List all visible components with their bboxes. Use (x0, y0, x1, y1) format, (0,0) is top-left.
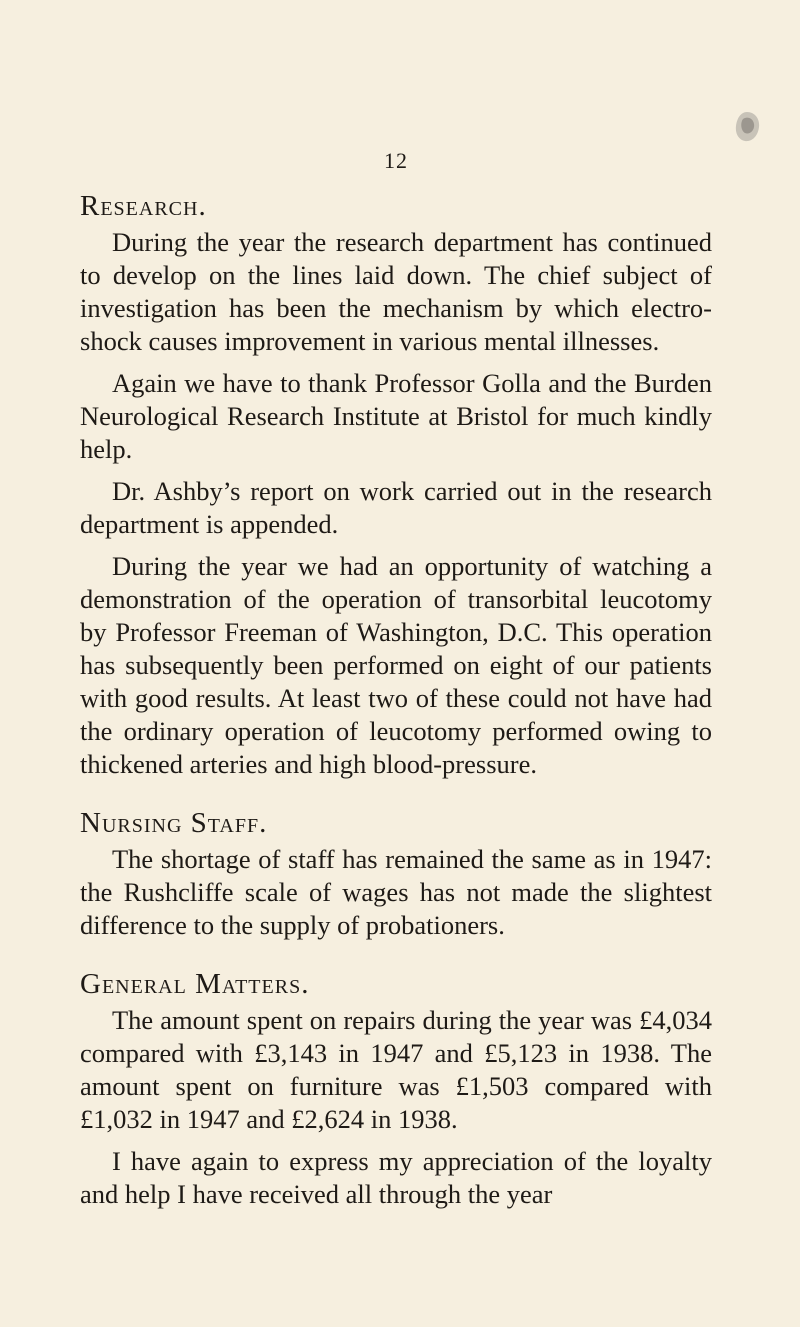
paragraph: The amount spent on repairs during the year was £4,034 compared with £3,143 in 1947 and £5,123 in 1938. The amount spent on furniture was £1,503 compared with £1,032 in 1947 and £2,624 in 1938. (80, 1005, 712, 1134)
paragraph: The shortage of staff has remained the same as in 1947: the Rushcliffe scale of wages has not made the slightest difference to the supply of probationers. (80, 844, 712, 940)
paragraph: I have again to express my appreciation of the loyalty and help I have received all through the year (80, 1146, 712, 1209)
page-number: 12 (384, 148, 408, 173)
section-heading-research: Research. (80, 190, 207, 222)
section-heading-nursing-staff: Nursing Staff. (80, 807, 268, 839)
ink-blot-mark (733, 110, 761, 144)
paragraph: During the year the research department has continued to develop on the lines laid down. The chief subject of investigation has been the mechanism by which electro-shock causes improvement in various mental illnesses. (80, 227, 712, 356)
paragraph: Again we have to thank Professor Golla and the Burden Neurological Research Institute at Bristol for much kindly help. (80, 368, 712, 464)
section-research (80, 186, 712, 781)
section-heading-general-matters: General Matters. (80, 968, 310, 1000)
paragraph: During the year we had an opportunity of watching a demonstration of the operation of transorbital leucotomy by Professor Freeman of Washington, D.C. This operation has subsequently been performed on eight of our patients with good results. At least two of these could not have had the ordinary operation of leucotomy performed owing to thickened arteries and high blood-pressure. (80, 551, 712, 779)
section-nursing-staff (80, 803, 712, 942)
document-body (80, 186, 712, 1220)
section-general-matters (80, 964, 712, 1211)
paragraph: Dr. Ashby’s report on work carried out in the research department is appended. (80, 476, 712, 539)
